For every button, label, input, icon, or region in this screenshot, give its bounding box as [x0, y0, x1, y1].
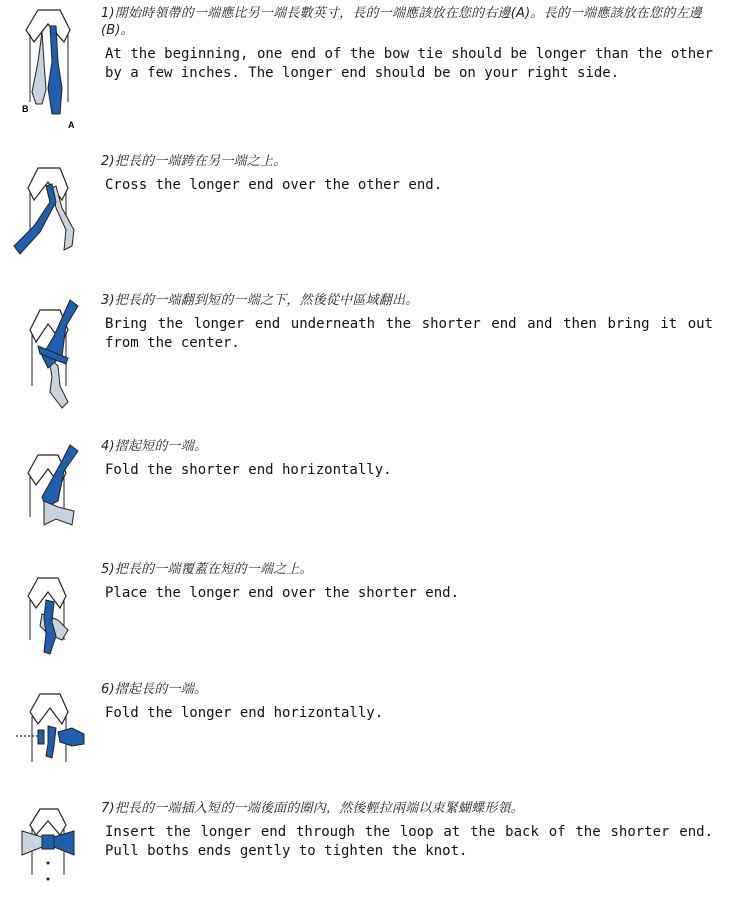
step-7-chinese: 7)把長的一端插入短的一端後面的圈內，然後輕拉兩端以束緊蝴蝶形領。: [101, 801, 524, 816]
step-1-illustration: [8, 2, 88, 134]
step-5-illustration: [8, 570, 88, 670]
step-2-english: Cross the longer end over the other end.: [105, 177, 443, 193]
step-3-english: Bring the longer end underneath the shorter end and then bring it out from the center.: [105, 316, 713, 351]
step-2-illustration: [8, 158, 88, 268]
step-7-illustration: [8, 805, 88, 900]
label-b: B: [22, 104, 29, 114]
step-3-chinese: 3)把長的一端翻到短的一端之下，然後從中區域翻出。: [101, 293, 419, 308]
step-4-illustration: [8, 441, 88, 541]
step-2-chinese: 2)把長的一端跨在另一端之上。: [101, 154, 287, 169]
label-a: A: [68, 120, 75, 130]
step-5-english: Place the longer end over the shorter end.: [105, 585, 460, 601]
step-3-illustration: [8, 296, 88, 421]
step-7-english: Insert the longer end through the loop at the back of the shorter end. Pull boths ends gently to tighten the knot.: [105, 824, 713, 859]
step-6-english: Fold the longer end horizontally.: [105, 705, 384, 721]
step-1-english: At the beginning, one end of the bow tie should be longer than the other by a few inches. The longer end should be on your right side.: [105, 46, 713, 81]
step-1-chinese: 1)開始時領帶的一端應比另一端長數英寸，長的一端應該放在您的右邊(A)。長的一端應該放在您的左邊(B)。: [101, 6, 702, 38]
step-5-chinese: 5)把長的一端覆蓋在短的一端之上。: [101, 562, 313, 577]
step-4-chinese: 4)摺起短的一端。: [101, 439, 208, 454]
step-6-illustration: [8, 686, 90, 781]
step-4-english: Fold the shorter end horizontally.: [105, 462, 392, 478]
step-6-chinese: 6)摺起長的一端。: [101, 682, 208, 697]
